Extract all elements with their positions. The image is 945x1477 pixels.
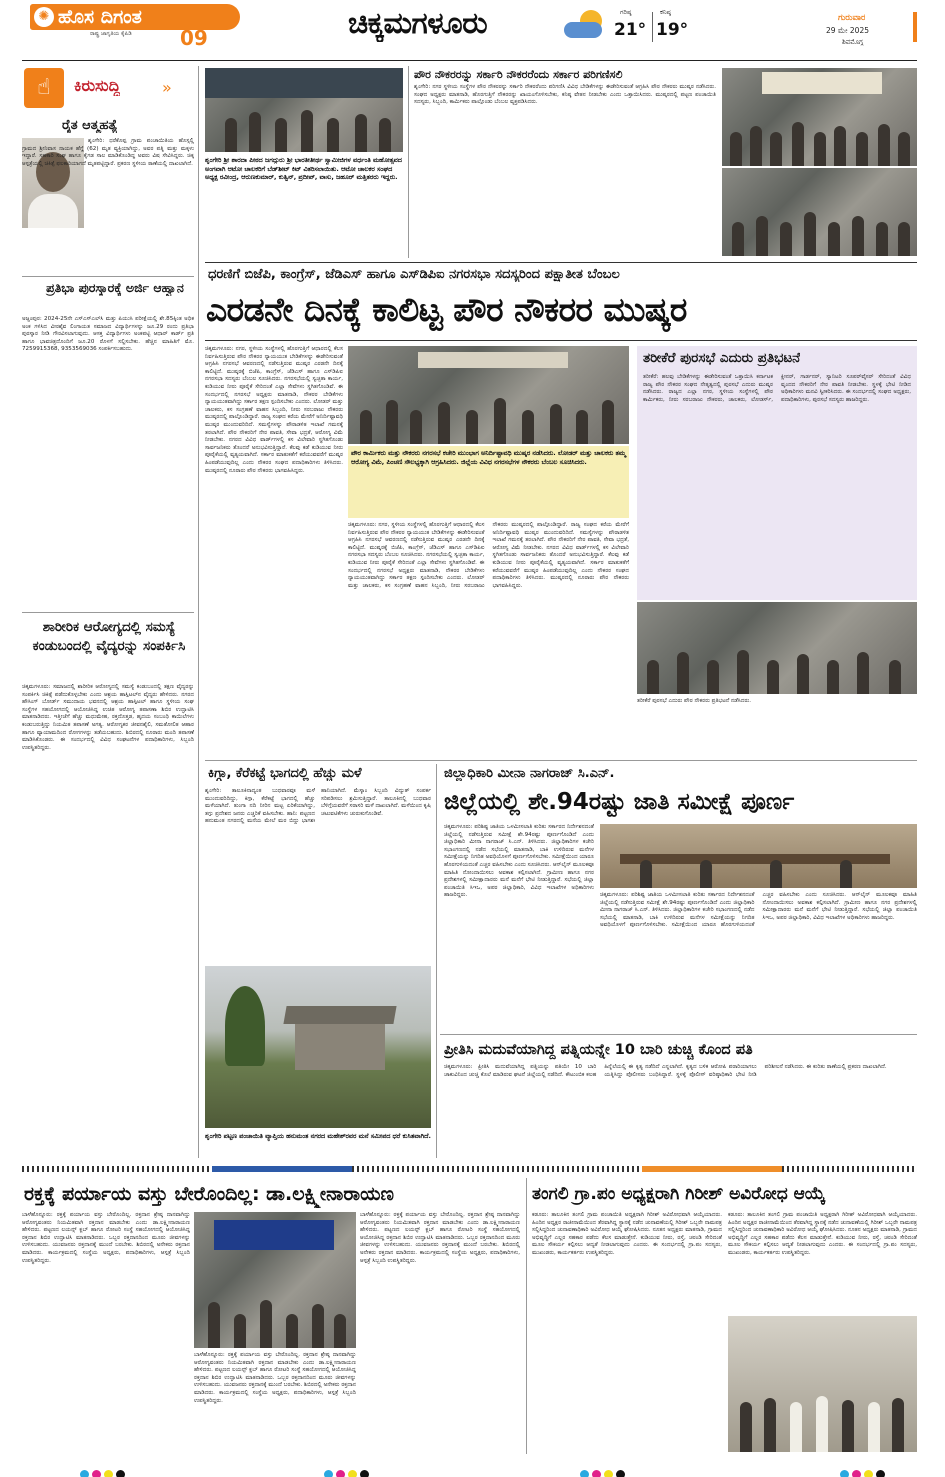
kirusuddi-story2-body: ಅಜ್ಜಂಪುರ: 2024-25ನೇ ಎಸ್‌ಎಸ್‌ಎಲ್‌ಸಿ ಮತ್ತು ಪಿಯುಸಿ ಪರೀಕ್ಷೆಯಲ್ಲಿ ಶೇ.85ಕ್ಕಿಂತ ಅಧಿಕ ಅಂಕ ಗಳಿಸಿದ ವೀರಶೈವ ಲಿಂಗಾಯತ ಸಮಾಜದ ವಿದ್ಯಾರ್ಥಿಗಳನ್ನು ಜೂ.29 ರಂದು ಪ್ರತಿಭಾ ಪುರಸ್ಕಾರ ನೀಡಿ ಗೌರವಿಸಲಾಗುವುದು. ಆಸಕ್ತ ವಿದ್ಯಾರ್ಥಿಗಳು ಅಂಕಪಟ್ಟಿ ಆಧಾರ್ ಕಾರ್ಡ್ ಪ್ರತಿ ಹಾಗೂ ಭಾವಚಿತ್ರದೊಂದಿಗೆ ಜೂ.20 ರೊಳಗೆ ಸಲ್ಲಿಸಬೇಕು. ಹೆಚ್ಚಿನ ಮಾಹಿತಿಗೆ ಮೊ. 7259915368, 9353569036 ಸಂಪರ್ಕಿಸಬಹುದು. — [22, 316, 194, 353]
mid-rule — [205, 760, 917, 761]
lead-headline: ಎರಡನೇ ದಿನಕ್ಕೆ ಕಾಲಿಟ್ಟ ಪೌರ ನೌಕರರ ಮುಷ್ಕರ — [206, 290, 687, 329]
temp-min: 19° — [656, 20, 689, 40]
blood-body-more: ಬಾಳೆಹೊನ್ನೂರು: ರಕ್ತಕ್ಕೆ ಪರ್ಯಾಯ ವಸ್ತು ಬೇರೊಂದಿಲ್ಲ. ರಕ್ತದಾನ ಶ್ರೇಷ್ಠ ದಾನವಾಗಿದ್ದು ಆರೋಗ್ಯವಂತರು ನಿಯಮಿತವಾಗಿ ರಕ್ತದಾನ ಮಾಡಬೇಕು ಎಂದು ಡಾ.ಲಕ್ಷ್ಮೀನಾರಾಯಣ ಹೇಳಿದರು. ಪಟ್ಟಣದ ಲಯನ್ಸ್ ಕ್ಲಬ್ ಹಾಗೂ ರೋಟರಿ ಸಂಸ್ಥೆ ಸಹಯೋಗದಲ್ಲಿ ಆಯೋಜಿಸಿದ್ದ ರಕ್ತದಾನ ಶಿಬಿರ ಉದ್ಘಾಟಿಸಿ ಮಾತನಾಡಿದರು. ಒಬ್ಬರ ರಕ್ತದಾನದಿಂದ ಮೂರು ಜೀವಗಳನ್ನು ಉಳಿಸಬಹುದು. ಯುವಜನರು ರಕ್ತದಾನಕ್ಕೆ ಮುಂದೆ ಬರಬೇಕು. ಶಿಬಿರದಲ್ಲಿ ಅನೇಕರು ರಕ್ತದಾನ ಮಾಡಿದರು. ಕಾರ್ಯಕ್ರಮದಲ್ಲಿ ಸಂಸ್ಥೆಯ ಅಧ್ಯಕ್ಷರು, ಪದಾಧಿಕಾರಿಗಳು, ಆಸ್ಪತ್ರೆ ಸಿಬ್ಬಂದಿ ಉಪಸ್ಥಿತರಿದ್ದರು. — [194, 1352, 356, 1404]
brand-logo-icon: ✺ — [34, 7, 54, 27]
kirusuddi-story3-body: ಚಿಕ್ಕಮಗಳೂರು: ಸಮಾಜದಲ್ಲಿ ಶಾರೀರಿಕ ಆರೋಗ್ಯದಲ್ಲಿ ಸಮಸ್ಯೆ ಕಂಡುಬಂದಲ್ಲಿ ತಕ್ಷಣ ವೈದ್ಯರನ್ನು ಸಂಪರ್ಕಿಸಿ ಚಿಕಿತ್ಸೆ ಪಡೆದುಕೊಳ್ಳಬೇಕು ಎಂದು ಆಶ್ರಯ ಹಾಸ್ಪಿಟಲ್‌ನ ವೈದ್ಯರು ಹೇಳಿದರು. ನಗರದ ಹೌಸಿಂಗ್ ಬೋರ್ಡ್ ಸಮುದಾಯ ಭವನದಲ್ಲಿ ಆಶ್ರಯ ಹಾಸ್ಪಿಟಲ್ ಹಾಗೂ ಸ್ಥಳೀಯ ಸಂಘ ಸಂಸ್ಥೆಗಳ ಸಹಯೋಗದಲ್ಲಿ ಆಯೋಜಿಸಿದ್ದ ಉಚಿತ ಆರೋಗ್ಯ ತಪಾಸಣಾ ಶಿಬಿರ ಉದ್ಘಾಟಿಸಿ ಮಾತನಾಡಿದರು. ಇತ್ತೀಚೆಗೆ ಹೆಚ್ಚು ಮಧುಮೇಹ, ರಕ್ತದೊತ್ತಡ, ಹೃದಯ ಸಂಬಂಧಿ ಕಾಯಿಲೆಗಳು ಕಂಡುಬರುತ್ತಿದ್ದು ನಿಯಮಿತ ತಪಾಸಣೆ ಅಗತ್ಯ. ಆರೋಗ್ಯಕರ ಜೀವನಶೈಲಿ, ಸಮತೋಲಿತ ಆಹಾರ ಹಾಗೂ ವ್ಯಾಯಾಮದಿಂದ ರೋಗಗಳನ್ನು ತಡೆಯಬಹುದು. ಶಿಬಿರದಲ್ಲಿ ನೂರಾರು ಮಂದಿ ತಪಾಸಣೆ ಮಾಡಿಸಿಕೊಂಡರು. ಈ ಸಂದರ್ಭದಲ್ಲಿ ವಿವಿಧ ಸಂಘಟನೆಗಳ ಪದಾಧಿಕಾರಿಗಳು, ಸಿಬ್ಬಂದಿ ಉಪಸ್ಥಿತರಿದ್ದರು. — [22, 684, 194, 751]
lead-body: ಚಿಕ್ಕಮಗಳೂರು: ನಗರ, ಸ್ಥಳೀಯ ಸಂಸ್ಥೆಗಳಲ್ಲಿ ಹೊರಗುತ್ತಿಗೆ ಆಧಾರದಲ್ಲಿ ಕೆಲಸ ನಿರ್ವಹಿಸುತ್ತಿರುವ ಪೌರ ನೌಕರರ ನ್ಯಾಯಯುತ ಬೇಡಿಕೆಗಳನ್ನು ಈಡೇರಿಸುವಂತೆ ಆಗ್ರಹಿಸಿ ನಗರಸಭೆ ಆವರಣದಲ್ಲಿ ನಡೆಸುತ್ತಿರುವ ಮುಷ್ಕರ ಎರಡನೇ ದಿನಕ್ಕೆ ಕಾಲಿಟ್ಟಿದೆ. ಮುಷ್ಕರಕ್ಕೆ ಬಿಜೆಪಿ, ಕಾಂಗ್ರೆಸ್, ಜೆಡಿಎಸ್ ಹಾಗೂ ಎಸ್‌ಡಿಪಿಐ ನಗರಸಭಾ ಸದಸ್ಯರು ಬೆಂಬಲ ಸೂಚಿಸಿದರು. ನಗರಸಭೆಯಲ್ಲಿ ಸ್ವಚ್ಛತಾ ಕಾರ್ಯ, ಕುಡಿಯುವ ನೀರು ಪೂರೈಕೆ ಸೇರಿದಂತೆ ಎಲ್ಲಾ ಸೇವೆಗಳು ಸ್ಥಗಿತಗೊಂಡಿವೆ. ಈ ಸಂದರ್ಭದಲ್ಲಿ ನಗರಸಭೆ ಅಧ್ಯಕ್ಷರು ಮಾತನಾಡಿ, ನೌಕರರ ಬೇಡಿಕೆಗಳು ನ್ಯಾಯಯುತವಾಗಿದ್ದು ಸರ್ಕಾರ ತಕ್ಷಣ ಸ್ಪಂದಿಸಬೇಕು ಎಂದರು. ಲೋಡರ್ ಮತ್ತು ಚಾಲಕರು, ಕಸ ಸಂಗ್ರಹಣೆ ವಾಹನ ಸಿಬ್ಬಂದಿ, ನೀರು ಸರಬರಾಜು ನೌಕರರು ಮುಷ್ಕರದಲ್ಲಿ ಪಾಲ್ಗೊಂಡಿದ್ದಾರೆ. ರಾಜ್ಯ ಸಂಘದ ಕರೆಯ ಮೇರೆಗೆ ಅನಿರ್ದಿಷ್ಟಾವಧಿ ಮುಷ್ಕರ ಮುಂದುವರಿದಿದೆ. ಸಮಸ್ಯೆಗಳನ್ನು ಪೌರಾಡಳಿತ ಇಲಾಖೆ ಗಮನಕ್ಕೆ ತರಲಾಗಿದೆ. ಪೌರ ನೌಕರರಿಗೆ ನೇರ ಪಾವತಿ, ಸೇವಾ ಭದ್ರತೆ, ಆರೋಗ್ಯ ವಿಮೆ ನೀಡಬೇಕು. ನಗರದ ವಿವಿಧ ವಾರ್ಡ್‌ಗಳಲ್ಲಿ ಕಸ ವಿಲೇವಾರಿ ಸ್ಥಗಿತಗೊಂಡು ಸಾರ್ವಜನಿಕರು ತೊಂದರೆ ಅನುಭವಿಸುತ್ತಿದ್ದಾರೆ. ಕೆಲವು ಕಡೆ ಕುಡಿಯುವ ನೀರು ಪೂರೈಕೆಯಲ್ಲಿ ವ್ಯತ್ಯಯವಾಗಿದೆ. ಸರ್ಕಾರ ಮಾತುಕತೆಗೆ ಕರೆಯುವವರೆಗೆ ಮುಷ್ಕರ ಹಿಂಪಡೆಯುವುದಿಲ್ಲ ಎಂದು ನೌಕರರ ಸಂಘದ ಪದಾಧಿಕಾರಿಗಳು ತಿಳಿಸಿದರು. ಮುಷ್ಕರದಲ್ಲಿ ನೂರಾರು ಪೌರ ನೌಕರರು ಭಾಗವಹಿಸಿದ್ದರು. — [205, 346, 343, 474]
blood-body-continued: ಬಾಳೆಹೊನ್ನೂರು: ರಕ್ತಕ್ಕೆ ಪರ್ಯಾಯ ವಸ್ತು ಬೇರೊಂದಿಲ್ಲ. ರಕ್ತದಾನ ಶ್ರೇಷ್ಠ ದಾನವಾಗಿದ್ದು ಆರೋಗ್ಯವಂತರು ನಿಯಮಿತವಾಗಿ ರಕ್ತದಾನ ಮಾಡಬೇಕು ಎಂದು ಡಾ.ಲಕ್ಷ್ಮೀನಾರಾಯಣ ಹೇಳಿದರು. ಪಟ್ಟಣದ ಲಯನ್ಸ್ ಕ್ಲಬ್ ಹಾಗೂ ರೋಟರಿ ಸಂಸ್ಥೆ ಸಹಯೋಗದಲ್ಲಿ ಆಯೋಜಿಸಿದ್ದ ರಕ್ತದಾನ ಶಿಬಿರ ಉದ್ಘಾಟಿಸಿ ಮಾತನಾಡಿದರು. ಒಬ್ಬರ ರಕ್ತದಾನದಿಂದ ಮೂರು ಜೀವಗಳನ್ನು ಉಳಿಸಬಹುದು. ಯುವಜನರು ರಕ್ತದಾನಕ್ಕೆ ಮುಂದೆ ಬರಬೇಕು. ಶಿಬಿರದಲ್ಲಿ ಅನೇಕರು ರಕ್ತದಾನ ಮಾಡಿದರು. ಕಾರ್ಯಕ್ರಮದಲ್ಲಿ ಸಂಸ್ಥೆಯ ಅಧ್ಯಕ್ಷರು, ಪದಾಧಿಕಾರಿಗಳು, ಆಸ್ಪತ್ರೆ ಸಿಬ್ಬಂದಿ ಉಪಸ್ಥಿತರಿದ್ದರು. — [360, 1212, 520, 1264]
masthead-bar — [913, 12, 917, 42]
temp-divider — [652, 12, 653, 42]
strike-banner-photo — [722, 68, 917, 166]
blood-headline: ರಕ್ತಕ್ಕೆ ಪರ್ಯಾಯ ವಸ್ತು ಬೇರೊಂದಿಲ್ಲ: ಡಾ.ಲಕ್ಷ್ಮೀನಾರಾಯಣ — [24, 1183, 394, 1205]
tarikere-photo — [637, 602, 917, 694]
brand-block — [30, 4, 250, 50]
district-title: ಚಿಕ್ಕಮಗಳೂರು — [348, 6, 488, 41]
tangali-photo — [728, 1316, 917, 1452]
lead-kicker: ಧರಣಿಗೆ ಬಿಜೆಪಿ, ಕಾಂಗ್ರೆಸ್, ಜೆಡಿಎಸ್ ಹಾಗೂ ಎಸ್‌ಡಿಪಿಐ ನಗರಸಭಾ ಸದಸ್ಯರಿಂದ ಪಕ್ಷಾತೀತ ಬೆಂಬಲ — [208, 267, 620, 282]
column-rule-top-1 — [408, 66, 409, 258]
lead-strike-photo — [348, 346, 629, 444]
brand-name: ಹೊಸ ದಿಗಂತ — [58, 6, 142, 28]
kirusuddi-story1-head: ರೈತ ಆತ್ಮಹತ್ಯೆ — [62, 118, 118, 133]
kirusuddi-title: ಕಿರುಸುದ್ದಿ — [74, 76, 121, 95]
rain-body: ಶೃಂಗೇರಿ: ತಾಲೂಕಿನಾದ್ಯಂತ ಬುಧವಾರವೂ ಮಳೆ ಮುಂದುವರಿದಿದ್ದು, ಕಿಗ್ಗಾ, ಕೆರೆಕಟ್ಟೆ ಭಾಗದಲ್ಲಿ ಹೆಚ್ಚು ಮಳೆಯಾಗಿದೆ. ತುಂಗಾ ನದಿ ನೀರಿನ ಮಟ್ಟ ಏರಿಕೆಯಾಗಿದ್ದು, ತಗ್ಗು ಪ್ರದೇಶದ ಜನರು ಎಚ್ಚರಿಕೆ ವಹಿಸಬೇಕು. ಹಾನಿ: ಪಟ್ಟಣದ ಹನುಮಂತ ನಗರದಲ್ಲಿ ಮನೆಯ ಮೇಲೆ ಮರ ಬಿದ್ದು ಭಾಗಶಃ ಹಾನಿಯಾಗಿದೆ. ಮೆಸ್ಕಾಂ ಸಿಬ್ಬಂದಿ ವಿದ್ಯುತ್ ಸಂಪರ್ಕ ಸರಿಪಡಿಸಲು ಶ್ರಮಿಸುತ್ತಿದ್ದಾರೆ. ತಾಲೂಕಿನಲ್ಲಿ ಬುಧವಾರ ಬೆಳಿಗ್ಗೆಯವರೆಗೆ ಸರಾಸರಿ ಮಳೆ ದಾಖಲಾಗಿದೆ. ಮಳೆಯಿಂದ ಕೃಷಿ ಚಟುವಟಿಕೆಗಳು ಚುರುಕುಗೊಂಡಿವೆ. — [205, 788, 431, 825]
rain-damage-photo — [205, 966, 431, 1128]
lead-rule-top — [205, 262, 917, 263]
kirusuddi-rule-2 — [22, 612, 194, 613]
brand-tagline: ರಾಷ್ಟ್ರ ಜಾಗೃತಿಯ ಕೈಪಿಡಿ — [90, 31, 132, 37]
blood-donation-photo — [194, 1212, 356, 1348]
lead-body-continued: ಚಿಕ್ಕಮಗಳೂರು: ನಗರ, ಸ್ಥಳೀಯ ಸಂಸ್ಥೆಗಳಲ್ಲಿ ಹೊರಗುತ್ತಿಗೆ ಆಧಾರದಲ್ಲಿ ಕೆಲಸ ನಿರ್ವಹಿಸುತ್ತಿರುವ ಪೌರ ನೌಕರರ ನ್ಯಾಯಯುತ ಬೇಡಿಕೆಗಳನ್ನು ಈಡೇರಿಸುವಂತೆ ಆಗ್ರಹಿಸಿ ನಗರಸಭೆ ಆವರಣದಲ್ಲಿ ನಡೆಸುತ್ತಿರುವ ಮುಷ್ಕರ ಎರಡನೇ ದಿನಕ್ಕೆ ಕಾಲಿಟ್ಟಿದೆ. ಮುಷ್ಕರಕ್ಕೆ ಬಿಜೆಪಿ, ಕಾಂಗ್ರೆಸ್, ಜೆಡಿಎಸ್ ಹಾಗೂ ಎಸ್‌ಡಿಪಿಐ ನಗರಸಭಾ ಸದಸ್ಯರು ಬೆಂಬಲ ಸೂಚಿಸಿದರು. ನಗರಸಭೆಯಲ್ಲಿ ಸ್ವಚ್ಛತಾ ಕಾರ್ಯ, ಕುಡಿಯುವ ನೀರು ಪೂರೈಕೆ ಸೇರಿದಂತೆ ಎಲ್ಲಾ ಸೇವೆಗಳು ಸ್ಥಗಿತಗೊಂಡಿವೆ. ಈ ಸಂದರ್ಭದಲ್ಲಿ ನಗರಸಭೆ ಅಧ್ಯಕ್ಷರು ಮಾತನಾಡಿ, ನೌಕರರ ಬೇಡಿಕೆಗಳು ನ್ಯಾಯಯುತವಾಗಿದ್ದು ಸರ್ಕಾರ ತಕ್ಷಣ ಸ್ಪಂದಿಸಬೇಕು ಎಂದರು. ಲೋಡರ್ ಮತ್ತು ಚಾಲಕರು, ಕಸ ಸಂಗ್ರಹಣೆ ವಾಹನ ಸಿಬ್ಬಂದಿ, ನೀರು ಸರಬರಾಜು ನೌಕರರು ಮುಷ್ಕರದಲ್ಲಿ ಪಾಲ್ಗೊಂಡಿದ್ದಾರೆ. ರಾಜ್ಯ ಸಂಘದ ಕರೆಯ ಮೇರೆಗೆ ಅನಿರ್ದಿಷ್ಟಾವಧಿ ಮುಷ್ಕರ ಮುಂದುವರಿದಿದೆ. ಸಮಸ್ಯೆಗಳನ್ನು ಪೌರಾಡಳಿತ ಇಲಾಖೆ ಗಮನಕ್ಕೆ ತರಲಾಗಿದೆ. ಪೌರ ನೌಕರರಿಗೆ ನೇರ ಪಾವತಿ, ಸೇವಾ ಭದ್ರತೆ, ಆರೋಗ್ಯ ವಿಮೆ ನೀಡಬೇಕು. ನಗರದ ವಿವಿಧ ವಾರ್ಡ್‌ಗಳಲ್ಲಿ ಕಸ ವಿಲೇವಾರಿ ಸ್ಥಗಿತಗೊಂಡು ಸಾರ್ವಜನಿಕರು ತೊಂದರೆ ಅನುಭವಿಸುತ್ತಿದ್ದಾರೆ. ಕೆಲವು ಕಡೆ ಕುಡಿಯುವ ನೀರು ಪೂರೈಕೆಯಲ್ಲಿ ವ್ಯತ್ಯಯವಾಗಿದೆ. ಸರ್ಕಾರ ಮಾತುಕತೆಗೆ ಕರೆಯುವವರೆಗೆ ಮುಷ್ಕರ ಹಿಂಪಡೆಯುವುದಿಲ್ಲ ಎಂದು ನೌಕರರ ಸಂಘದ ಪದಾಧಿಕಾರಿಗಳು ತಿಳಿಸಿದರು. ಮುಷ್ಕರದಲ್ಲಿ ನೂರಾರು ಪೌರ ನೌಕರರು ಭಾಗವಹಿಸಿದ್ದರು. — [348, 522, 629, 589]
temp-max: 21° — [614, 20, 647, 40]
edition: ಶಿವಮೊಗ್ಗ — [842, 38, 864, 46]
blood-body-2 — [360, 1212, 520, 1452]
blood-body: ಬಾಳೆಹೊನ್ನೂರು: ರಕ್ತಕ್ಕೆ ಪರ್ಯಾಯ ವಸ್ತು ಬೇರೊಂದಿಲ್ಲ. ರಕ್ತದಾನ ಶ್ರೇಷ್ಠ ದಾನವಾಗಿದ್ದು ಆರೋಗ್ಯವಂತರು ನಿಯಮಿತವಾಗಿ ರಕ್ತದಾನ ಮಾಡಬೇಕು ಎಂದು ಡಾ.ಲಕ್ಷ್ಮೀನಾರಾಯಣ ಹೇಳಿದರು. ಪಟ್ಟಣದ ಲಯನ್ಸ್ ಕ್ಲಬ್ ಹಾಗೂ ರೋಟರಿ ಸಂಸ್ಥೆ ಸಹಯೋಗದಲ್ಲಿ ಆಯೋಜಿಸಿದ್ದ ರಕ್ತದಾನ ಶಿಬಿರ ಉದ್ಘಾಟಿಸಿ ಮಾತನಾಡಿದರು. ಒಬ್ಬರ ರಕ್ತದಾನದಿಂದ ಮೂರು ಜೀವಗಳನ್ನು ಉಳಿಸಬಹುದು. ಯುವಜನರು ರಕ್ತದಾನಕ್ಕೆ ಮುಂದೆ ಬರಬೇಕು. ಶಿಬಿರದಲ್ಲಿ ಅನೇಕರು ರಕ್ತದಾನ ಮಾಡಿದರು. ಕಾರ್ಯಕ್ರಮದಲ್ಲಿ ಸಂಸ್ಥೆಯ ಅಧ್ಯಕ್ಷರು, ಪದಾಧಿಕಾರಿಗಳು, ಆಸ್ಪತ್ರೆ ಸಿಬ್ಬಂದಿ ಉಪಸ್ಥಿತರಿದ್ದರು. — [22, 1212, 190, 1264]
column-rule-mid — [436, 764, 437, 1158]
tarikere-caption: ತರೀಕೆರೆ ಪುರಸಭೆ ಎದುರು ಪೌರ ನೌಕರರು ಪ್ರತಿಭಟನೆ ನಡೆಸಿದರು. — [637, 698, 752, 704]
section-bar — [22, 1166, 917, 1172]
masthead — [0, 0, 945, 52]
temp-max-label: ಗರಿಷ್ಠ — [620, 8, 632, 16]
auto-drivers-caption: ಶೃಂಗೇರಿ ಶ್ರೀ ಶಾರದಾ ಪೀಠದ ಜಗದ್ಗುರು ಶ್ರೀ ಭಾರತೀತೀರ್ಥ ಸ್ವಾಮೀಜಿಗಳ ವರ್ಧಂತಿ ಮಹೋತ್ಸವದ ಅಂಗವಾಗಿ ಆಟೋ ಚಾಲಕರಿಗೆ ಬೆಡ್‌ಶೀಟ್ ಕಿಟ್ ವಿತರಿಸಲಾಯಿತು. ಆಟೋ ಚಾಲಕರ ಸಂಘದ ಅಧ್ಯಕ್ಷ ರವೀಂದ್ರ, ಆರುಣಕುಮಾರ್, ಕುತ್ವಿನ್, ಪ್ರದೀಪ್, ವಾಸು, ಜಹೂರ್ ಮತ್ತಿತರರು ಇದ್ದರು. — [205, 156, 402, 182]
caste-kicker: ಜಿಲ್ಲಾಧಿಕಾರಿ ಮೀನಾ ನಾಗರಾಜ್ ಸಿ.ಎನ್. — [444, 766, 615, 781]
caste-body-2 — [600, 892, 917, 1028]
tangali-body: ಕಡೂರು: ತಾಲೂಕಿನ ತಂಗಲಿ ಗ್ರಾಮ ಪಂಚಾಯಿತಿ ಅಧ್ಯಕ್ಷರಾಗಿ ಗಿರೀಶ್ ಅವಿರೋಧವಾಗಿ ಆಯ್ಕೆಯಾದರು. ಹಿಂದಿನ ಅಧ್ಯಕ್ಷರ ರಾಜೀನಾಮೆಯಿಂದ ತೆರವಾಗಿದ್ದ ಸ್ಥಾನಕ್ಕೆ ನಡೆದ ಚುನಾವಣೆಯಲ್ಲಿ ಗಿರೀಶ್ ಒಬ್ಬರೇ ನಾಮಪತ್ರ ಸಲ್ಲಿಸಿದ್ದರಿಂದ ಚುನಾವಣಾಧಿಕಾರಿ ಅವಿರೋಧ ಆಯ್ಕೆ ಘೋಷಿಸಿದರು. ನೂತನ ಅಧ್ಯಕ್ಷರು ಮಾತನಾಡಿ, ಗ್ರಾಮದ ಅಭಿವೃದ್ಧಿಗೆ ಎಲ್ಲರ ಸಹಕಾರ ಪಡೆದು ಕೆಲಸ ಮಾಡುತ್ತೇನೆ. ಕುಡಿಯುವ ನೀರು, ರಸ್ತೆ, ಚರಂಡಿ ಸೇರಿದಂತೆ ಮೂಲ ಸೌಕರ್ಯ ಕಲ್ಪಿಸಲು ಆದ್ಯತೆ ನೀಡಲಾಗುವುದು ಎಂದರು. ಈ ಸಂದರ್ಭದಲ್ಲಿ ಗ್ರಾ.ಪಂ ಸದಸ್ಯರು, ಮುಖಂಡರು, ಕಾರ್ಯಕರ್ತರು ಉಪಸ್ಥಿತರಿದ್ದರು. — [532, 1212, 722, 1256]
weekday: ಗುರುವಾರ — [838, 13, 866, 23]
blood-body-3 — [194, 1352, 356, 1452]
top-story-body: ಶೃಂಗೇರಿ: ನಗರ ಸ್ಥಳೀಯ ಸಂಸ್ಥೆಗಳ ಪೌರ ನೌಕರರನ್ನು ಸರ್ಕಾರಿ ನೌಕರರೆಂದು ಪರಿಗಣಿಸಿ ವಿವಿಧ ಬೇಡಿಕೆಗಳನ್ನು ಈಡೇರಿಸುವಂತೆ ಆಗ್ರಹಿಸಿ ಪೌರ ನೌಕರರು ಮುಷ್ಕರ ನಡೆಸಿದರು. ಸಂಘದ ಅಧ್ಯಕ್ಷರು ಮಾತನಾಡಿ, ಹೊರಗುತ್ತಿಗೆ ನೌಕರರನ್ನು ಖಾಯಂಗೊಳಿಸಬೇಕು, ಕನಿಷ್ಠ ವೇತನ ನೀಡಬೇಕು ಎಂದು ಒತ್ತಾಯಿಸಿದರು. ಮುಷ್ಕರದಲ್ಲಿ ಪಟ್ಟಣ ಪಂಚಾಯಿತಿ ಸದಸ್ಯರು, ಸಿಬ್ಬಂದಿ, ಕಾರ್ಮಿಕರು ಪಾಲ್ಗೊಂಡು ಬೆಂಬಲ ವ್ಯಕ್ತಪಡಿಸಿದರು. — [414, 84, 716, 106]
murder-headline: ಪ್ರೀತಿಸಿ ಮದುವೆಯಾಗಿದ್ದ ಪತ್ನಿಯನ್ನೇ 10 ಬಾರಿ ಚುಚ್ಚಿ ಕೊಂದ ಪತಿ — [444, 1042, 753, 1058]
masthead-rule — [22, 60, 917, 61]
lead-rule-bottom — [205, 340, 917, 341]
lead-photo-caption: ಪೌರ ಕಾರ್ಮಿಕರು ಮತ್ತು ನೌಕರರು ನಗರಸಭೆ ಕಚೇರಿ ಮುಂಭಾಗ ಅನಿರ್ದಿಷ್ಟಾವಧಿ ಮುಷ್ಕರ ನಡೆಸಿದರು. ಲೋಡರ್ ಮತ್ತು ಚಾಲಕರು ತಮ್ಮ ಆರೋಗ್ಯ ವಿಮೆ, ಪಿಂಚಣಿ ಸೌಲಭ್ಯಕ್ಕಾಗಿ ಆಗ್ರಹಿಸಿದರು. ಜಿಲ್ಲೆಯ ವಿವಿಧ ನಗರಸಭೆಗಳ ನೌಕರರು ಬೆಂಬಲ ಸೂಚಿಸಿದರು. — [348, 446, 629, 518]
date: 29 ಮೇ 2025 — [826, 26, 869, 35]
lead-body-col1 — [205, 346, 343, 756]
tangali-body-2 — [728, 1212, 917, 1312]
hand-icon: ☝ — [37, 75, 51, 100]
caste-headline: ಜಿಲ್ಲೆಯಲ್ಲಿ ಶೇ.94ರಷ್ಟು ಜಾತಿ ಸಮೀಕ್ಷೆ ಪೂರ್ಣ — [444, 789, 795, 815]
registration-marks — [80, 1464, 900, 1474]
chevron-icon: » — [162, 78, 172, 97]
murder-body: ಚಿಕ್ಕಮಗಳೂರು: ಪ್ರೀತಿಸಿ ಮದುವೆಯಾಗಿದ್ದ ಪತ್ನಿಯನ್ನು ಪತಿಯೇ 10 ಬಾರಿ ಚಾಕುವಿನಿಂದ ಚುಚ್ಚಿ ಕೊಲೆ ಮಾಡಿರುವ ಘಟನೆ ಜಿಲ್ಲೆಯಲ್ಲಿ ನಡೆದಿದೆ. ಕೌಟುಂಬಿಕ ಕಲಹ ಹಿನ್ನೆಲೆಯಲ್ಲಿ ಈ ಕೃತ್ಯ ನಡೆದಿದೆ ಎನ್ನಲಾಗಿದೆ. ಕೃತ್ಯದ ಬಳಿಕ ಆರೋಪಿ ಪರಾರಿಯಾಗಲು ಯತ್ನಿಸಿದ್ದು ಪೊಲೀಸರು ಬಂಧಿಸಿದ್ದಾರೆ. ಸ್ಥಳಕ್ಕೆ ಪೊಲೀಸ್ ವರಿಷ್ಠಾಧಿಕಾರಿ ಭೇಟಿ ನೀಡಿ ಪರಿಶೀಲನೆ ನಡೆಸಿದರು. ಈ ಕುರಿತು ಠಾಣೆಯಲ್ಲಿ ಪ್ರಕರಣ ದಾಖಲಾಗಿದೆ. — [444, 1064, 887, 1078]
temp-min-label: ಕನಿಷ್ಠ — [660, 8, 671, 16]
rain-head: ಕಿಗ್ಗಾ, ಕೆರೆಕಟ್ಟೆ ಭಾಗದಲ್ಲಿ ಹೆಚ್ಚು ಮಳೆ — [208, 766, 362, 781]
strike-group-photo — [722, 168, 917, 256]
kirusuddi-story1-body: ಶೃಂಗೇರಿ: ಧರೆಕೊಪ್ಪ ಗ್ರಾಮ ಪಂಚಾಯಿತಿಯ ಹೊಸ್ಸಲ್ಲಿ ಗ್ರಾಮದ ಶ್ರೀನಿವಾಸ ನಾಯಕ ಹೆಗ್ಡೆ (62) ಮೃತ ವ್ಯಕ್ತಿಯಾಗಿದ್ದು, ಅವರ ಪತ್ನಿ ಮತ್ತು ಮಕ್ಕಳು ಇದ್ದಾರೆ. ಸಹಕಾರಿ ಸಂಘ ಹಾಗೂ ಕೈಗಡ ಸಾಲ ಮಾಡಿಕೊಂಡಿದ್ದ ಅವರು ವಿಷ ಸೇವಿಸಿದ್ದರು. ಚಿಕ್ಕ ಆಸ್ಪತ್ರೆಯಲ್ಲಿ ಚಿಕಿತ್ಸೆ ಫಲಕಾರಿಯಾಗದೆ ಮೃತಪಟ್ಟಿದ್ದಾರೆ. ಪ್ರಕರಣ ಸ್ಥಳೀಯ ಠಾಣೆಯಲ್ಲಿ ದಾಖಲಾಗಿದೆ. — [22, 138, 194, 167]
kirusuddi-column — [22, 66, 194, 1158]
murder-rule — [440, 1034, 917, 1035]
caste-body: ಚಿಕ್ಕಮಗಳೂರು: ಪರಿಶಿಷ್ಟ ಜಾತಿಯ ಒಳಮೀಸಲಾತಿ ಕುರಿತು ಸರ್ಕಾರದ ನಿರ್ದೇಶನದಂತೆ ಜಿಲ್ಲೆಯಲ್ಲಿ ನಡೆಸುತ್ತಿರುವ ಸಮೀಕ್ಷೆ ಶೇ.94ರಷ್ಟು ಪೂರ್ಣಗೊಂಡಿದೆ ಎಂದು ಜಿಲ್ಲಾಧಿಕಾರಿ ಮೀನಾ ನಾಗರಾಜ್ ಸಿ.ಎನ್. ತಿಳಿಸಿದರು. ಜಿಲ್ಲಾಧಿಕಾರಿಗಳ ಕಚೇರಿ ಸಭಾಂಗಣದಲ್ಲಿ ನಡೆದ ಸಭೆಯಲ್ಲಿ ಮಾತನಾಡಿ, ಬಾಕಿ ಉಳಿದಿರುವ ಮನೆಗಳ ಸಮೀಕ್ಷೆಯನ್ನು ನಿಗದಿತ ಅವಧಿಯೊಳಗೆ ಪೂರ್ಣಗೊಳಿಸಬೇಕು. ಸಮೀಕ್ಷೆಯಿಂದ ಯಾರೂ ಹೊರಗುಳಿಯದಂತೆ ಎಚ್ಚರ ವಹಿಸಬೇಕು ಎಂದು ಸೂಚಿಸಿದರು. ಆನ್‌ಲೈನ್ ಮೂಲಕವೂ ಮಾಹಿತಿ ನೋಂದಾಯಿಸಲು ಅವಕಾಶ ಕಲ್ಪಿಸಲಾಗಿದೆ. ಗ್ರಾಮೀಣ ಹಾಗೂ ನಗರ ಪ್ರದೇಶಗಳಲ್ಲಿ ಸಮೀಕ್ಷಾದಾರರು ಮನೆ ಮನೆಗೆ ಭೇಟಿ ನೀಡುತ್ತಿದ್ದಾರೆ. ಸಭೆಯಲ್ಲಿ ಜಿಲ್ಲಾ ಪಂಚಾಯಿತಿ ಸಿಇಒ, ಅಪರ ಜಿಲ್ಲಾಧಿಕಾರಿ, ವಿವಿಧ ಇಲಾಖೆಗಳ ಅಧಿಕಾರಿಗಳು ಹಾಜರಿದ್ದರು. — [444, 824, 594, 899]
tangali-body-continued: ಕಡೂರು: ತಾಲೂಕಿನ ತಂಗಲಿ ಗ್ರಾಮ ಪಂಚಾಯಿತಿ ಅಧ್ಯಕ್ಷರಾಗಿ ಗಿರೀಶ್ ಅವಿರೋಧವಾಗಿ ಆಯ್ಕೆಯಾದರು. ಹಿಂದಿನ ಅಧ್ಯಕ್ಷರ ರಾಜೀನಾಮೆಯಿಂದ ತೆರವಾಗಿದ್ದ ಸ್ಥಾನಕ್ಕೆ ನಡೆದ ಚುನಾವಣೆಯಲ್ಲಿ ಗಿರೀಶ್ ಒಬ್ಬರೇ ನಾಮಪತ್ರ ಸಲ್ಲಿಸಿದ್ದರಿಂದ ಚುನಾವಣಾಧಿಕಾರಿ ಅವಿರೋಧ ಆಯ್ಕೆ ಘೋಷಿಸಿದರು. ನೂತನ ಅಧ್ಯಕ್ಷರು ಮಾತನಾಡಿ, ಗ್ರಾಮದ ಅಭಿವೃದ್ಧಿಗೆ ಎಲ್ಲರ ಸಹಕಾರ ಪಡೆದು ಕೆಲಸ ಮಾಡುತ್ತೇನೆ. ಕುಡಿಯುವ ನೀರು, ರಸ್ತೆ, ಚರಂಡಿ ಸೇರಿದಂತೆ ಮೂಲ ಸೌಕರ್ಯ ಕಲ್ಪಿಸಲು ಆದ್ಯತೆ ನೀಡಲಾಗುವುದು ಎಂದರು. ಈ ಸಂದರ್ಭದಲ್ಲಿ ಗ್ರಾ.ಪಂ ಸದಸ್ಯರು, ಮುಖಂಡರು, ಕಾರ್ಯಕರ್ತರು ಉಪಸ್ಥಿತರಿದ್ದರು. — [728, 1212, 917, 1256]
auto-drivers-photo — [205, 68, 403, 152]
caste-meeting-photo — [600, 824, 917, 888]
column-rule-bottom — [526, 1178, 527, 1454]
tarikere-head: ತರೀಕೆರೆ ಪುರಸಭೆ ಎದುರು ಪ್ರತಿಭಟನೆ — [643, 350, 801, 366]
lead-body-col2 — [348, 522, 629, 756]
column-rule-left — [198, 66, 199, 1158]
caste-body-continued: ಚಿಕ್ಕಮಗಳೂರು: ಪರಿಶಿಷ್ಟ ಜಾತಿಯ ಒಳಮೀಸಲಾತಿ ಕುರಿತು ಸರ್ಕಾರದ ನಿರ್ದೇಶನದಂತೆ ಜಿಲ್ಲೆಯಲ್ಲಿ ನಡೆಸುತ್ತಿರುವ ಸಮೀಕ್ಷೆ ಶೇ.94ರಷ್ಟು ಪೂರ್ಣಗೊಂಡಿದೆ ಎಂದು ಜಿಲ್ಲಾಧಿಕಾರಿ ಮೀನಾ ನಾಗರಾಜ್ ಸಿ.ಎನ್. ತಿಳಿಸಿದರು. ಜಿಲ್ಲಾಧಿಕಾರಿಗಳ ಕಚೇರಿ ಸಭಾಂಗಣದಲ್ಲಿ ನಡೆದ ಸಭೆಯಲ್ಲಿ ಮಾತನಾಡಿ, ಬಾಕಿ ಉಳಿದಿರುವ ಮನೆಗಳ ಸಮೀಕ್ಷೆಯನ್ನು ನಿಗದಿತ ಅವಧಿಯೊಳಗೆ ಪೂರ್ಣಗೊಳಿಸಬೇಕು. ಸಮೀಕ್ಷೆಯಿಂದ ಯಾರೂ ಹೊರಗುಳಿಯದಂತೆ ಎಚ್ಚರ ವಹಿಸಬೇಕು ಎಂದು ಸೂಚಿಸಿದರು. ಆನ್‌ಲೈನ್ ಮೂಲಕವೂ ಮಾಹಿತಿ ನೋಂದಾಯಿಸಲು ಅವಕಾಶ ಕಲ್ಪಿಸಲಾಗಿದೆ. ಗ್ರಾಮೀಣ ಹಾಗೂ ನಗರ ಪ್ರದೇಶಗಳಲ್ಲಿ ಸಮೀಕ್ಷಾದಾರರು ಮನೆ ಮನೆಗೆ ಭೇಟಿ ನೀಡುತ್ತಿದ್ದಾರೆ. ಸಭೆಯಲ್ಲಿ ಜಿಲ್ಲಾ ಪಂಚಾಯಿತಿ ಸಿಇಒ, ಅಪರ ಜಿಲ್ಲಾಧಿಕಾರಿ, ವಿವಿಧ ಇಲಾಖೆಗಳ ಅಧಿಕಾರಿಗಳು ಹಾಜರಿದ್ದರು. — [600, 892, 917, 929]
rain-caption: ಶೃಂಗೇರಿ ಪಟ್ಟಣ ಪಂಚಾಯಿತಿ ವ್ಯಾಪ್ತಿಯ ಹನುಮಂತ ನಗರದ ಮಹೇಶ್‌ರವರ ಮನೆ ಸಮೀಪದ ಧರೆ ಕುಸಿತವಾಗಿದೆ. — [205, 1132, 431, 1140]
page-number: 09 — [180, 26, 208, 50]
kirusuddi-header — [22, 66, 194, 110]
kirusuddi-story3-head: ಶಾರೀರಿಕ ಆರೋಗ್ಯದಲ್ಲಿ ಸಮಸ್ಯೆ ಕಂಡುಬಂದಲ್ಲಿ ವೈದ್ಯರನ್ನು ಸಂಪರ್ಕಿಸಿ — [32, 619, 186, 654]
kirusuddi-story2-head: ಪ್ರತಿಭಾ ಪುರಸ್ಕಾರಕ್ಕೆ ಅರ್ಜಿ ಆಹ್ವಾನ — [46, 280, 184, 295]
tarikere-body: ತರೀಕೆರೆ: ಹಲವು ಬೇಡಿಕೆಗಳನ್ನು ಈಡೇರಿಸುವಂತೆ ಒತ್ತಾಯಿಸಿ ಕರ್ನಾಟಕ ರಾಜ್ಯ ಪೌರ ನೌಕರರ ಸಂಘದ ನೇತೃತ್ವದಲ್ಲಿ ಪುರಸಭೆ ಎದುರು ಮುಷ್ಕರ ನಡೆಸಿದರು. ರಾಜ್ಯದ ಎಲ್ಲಾ ನಗರ, ಸ್ಥಳೀಯ ಸಂಸ್ಥೆಗಳಲ್ಲಿ ಪೌರ ಕಾರ್ಮಿಕರು, ನೀರು ಸರಬರಾಜು ನೌಕರರು, ಚಾಲಕರು, ಲೋಡರ್ಸ್, ಕ್ಲೀನರ್, ಗಾರ್ಡನರ್, ಸ್ಯಾನಿಟರಿ ಸೂಪರ್‌ವೈಸರ್ ಸೇರಿದಂತೆ ವಿವಿಧ ವೃಂದದ ನೌಕರರಿಗೆ ನೇರ ಪಾವತಿ ನೀಡಬೇಕು. ಸ್ಥಳಕ್ಕೆ ಭೇಟಿ ನೀಡಿದ ಅಧಿಕಾರಿಗಳು ಮನವಿ ಸ್ವೀಕರಿಸಿದರು. ಈ ಸಂದರ್ಭದಲ್ಲಿ ಸಂಘದ ಅಧ್ಯಕ್ಷರು, ಪದಾಧಿಕಾರಿಗಳು, ಪುರಸಭೆ ಸದಸ್ಯರು ಹಾಜರಿದ್ದರು. — [643, 374, 911, 403]
top-story-head: ಪೌರ ನೌಕರರನ್ನು ಸರ್ಕಾರಿ ನೌಕರರೆಂದು ಸರ್ಕಾರ ಪರಿಗಣಿಸಲಿ — [414, 68, 623, 81]
tangali-headline: ತಂಗಲಿ ಗ್ರಾ.ಪಂ ಅಧ್ಯಕ್ಷರಾಗಿ ಗಿರೀಶ್ ಅವಿರೋಧ ಆಯ್ಕೆ — [532, 1184, 826, 1204]
kirusuddi-rule-1 — [22, 276, 194, 277]
weather-cloud-icon — [562, 10, 606, 40]
